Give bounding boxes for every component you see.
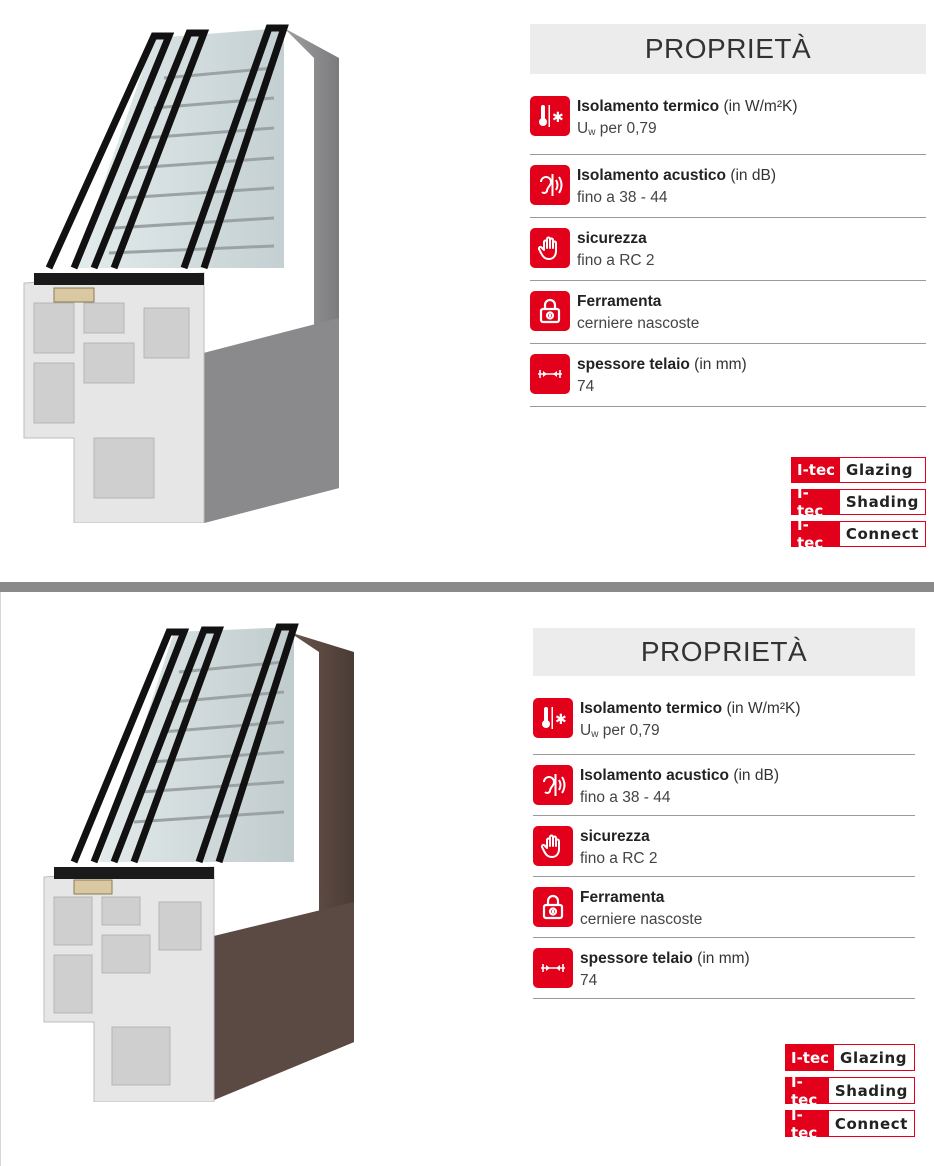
property-value: cerniere nascoste: [580, 911, 703, 928]
svg-text:✱: ✱: [555, 712, 567, 728]
property-unit: (in W/m²K): [723, 98, 798, 115]
property-hardware: [533, 877, 915, 938]
acoustic-insulation-icon: [533, 765, 573, 805]
property-title: Ferramenta: [580, 889, 665, 906]
property-value: fino a 38 - 44: [580, 789, 671, 806]
security-hand-icon: [530, 228, 570, 268]
property-value-number: per 0,79: [598, 722, 660, 739]
frame-thickness-icon: [533, 948, 573, 988]
product-panel-aluminium: [0, 0, 934, 582]
property-title: Isolamento termico: [577, 98, 720, 115]
badge-brand: I-tec: [786, 1045, 834, 1070]
properties-heading: PROPRIETÀ: [530, 24, 926, 74]
property-value: 74: [580, 972, 598, 989]
badge-label: Glazing: [846, 461, 914, 479]
thermal-insulation-icon: [533, 698, 573, 738]
property-hardware: [530, 281, 926, 344]
property-unit: (in W/m²K): [726, 700, 801, 717]
property-frame-thickness: [533, 938, 915, 999]
property-value: fino a 38 - 44: [577, 189, 668, 206]
properties-heading: PROPRIETÀ: [533, 628, 915, 676]
badge-label: Shading: [845, 493, 919, 511]
badge-label: Connect: [834, 1114, 908, 1133]
thermal-insulation-icon: [530, 96, 570, 136]
property-value: cerniere nascoste: [577, 315, 700, 332]
property-value-symbol: U: [580, 722, 592, 739]
properties-box: [533, 628, 915, 999]
property-value-subscript: w: [588, 127, 596, 138]
property-value-subscript: w: [591, 729, 599, 740]
property-unit: (in dB): [733, 767, 779, 784]
property-security: [530, 218, 926, 281]
property-frame-thickness: [530, 344, 926, 407]
badge-label: Connect: [845, 525, 919, 543]
properties-list: [533, 694, 915, 999]
property-title: spessore telaio: [577, 356, 690, 373]
property-title: Isolamento termico: [580, 700, 723, 717]
acoustic-insulation-icon: [530, 165, 570, 205]
badge-connect: [785, 1105, 915, 1142]
property-value: fino a RC 2: [580, 850, 658, 867]
padlock-icon: [530, 291, 570, 331]
feature-badges: [785, 1044, 915, 1142]
badge-brand: I-tec: [786, 1078, 829, 1103]
properties-box: [530, 24, 926, 407]
property-thermal-insulation: [533, 694, 915, 755]
property-value-number: per 0,79: [595, 120, 657, 137]
badge-label: Shading: [834, 1081, 908, 1100]
padlock-icon: [533, 887, 573, 927]
property-title: spessore telaio: [580, 950, 693, 967]
badge-brand: I-tec: [792, 522, 840, 546]
badge-glazing: [785, 1044, 915, 1071]
panel-divider: [0, 582, 934, 592]
property-unit: (in mm): [697, 950, 750, 967]
feature-badges: [791, 457, 926, 552]
property-unit: (in mm): [694, 356, 747, 373]
property-value: [580, 720, 800, 746]
property-security: [533, 816, 915, 877]
badge-label: Glazing: [840, 1048, 908, 1067]
property-title: Isolamento acustico: [580, 767, 730, 784]
property-thermal-insulation: [530, 92, 926, 155]
property-value-symbol: U: [577, 120, 589, 137]
window-profile-image: [14, 18, 354, 523]
security-hand-icon: [533, 826, 573, 866]
window-profile-image: [39, 622, 359, 1102]
badge-brand: I-tec: [792, 458, 840, 482]
property-title: sicurezza: [577, 230, 647, 247]
frame-thickness-icon: [530, 354, 570, 394]
product-panel-bronze: [0, 592, 934, 1166]
badge-glazing: [791, 457, 926, 483]
properties-list: [530, 92, 926, 407]
badge-brand: I-tec: [792, 490, 840, 514]
property-acoustic-insulation: [533, 755, 915, 816]
property-value: 74: [577, 378, 595, 395]
property-title: Ferramenta: [577, 293, 662, 310]
badge-shading: [791, 484, 926, 520]
property-unit: (in dB): [730, 167, 776, 184]
property-acoustic-insulation: [530, 155, 926, 218]
property-title: Isolamento acustico: [577, 167, 727, 184]
svg-text:✱: ✱: [552, 110, 564, 126]
badge-shading: [785, 1072, 915, 1109]
badge-brand: I-tec: [786, 1111, 829, 1136]
property-title: sicurezza: [580, 828, 650, 845]
property-value: fino a RC 2: [577, 252, 655, 269]
property-value: [577, 118, 797, 144]
badge-connect: [791, 516, 926, 552]
